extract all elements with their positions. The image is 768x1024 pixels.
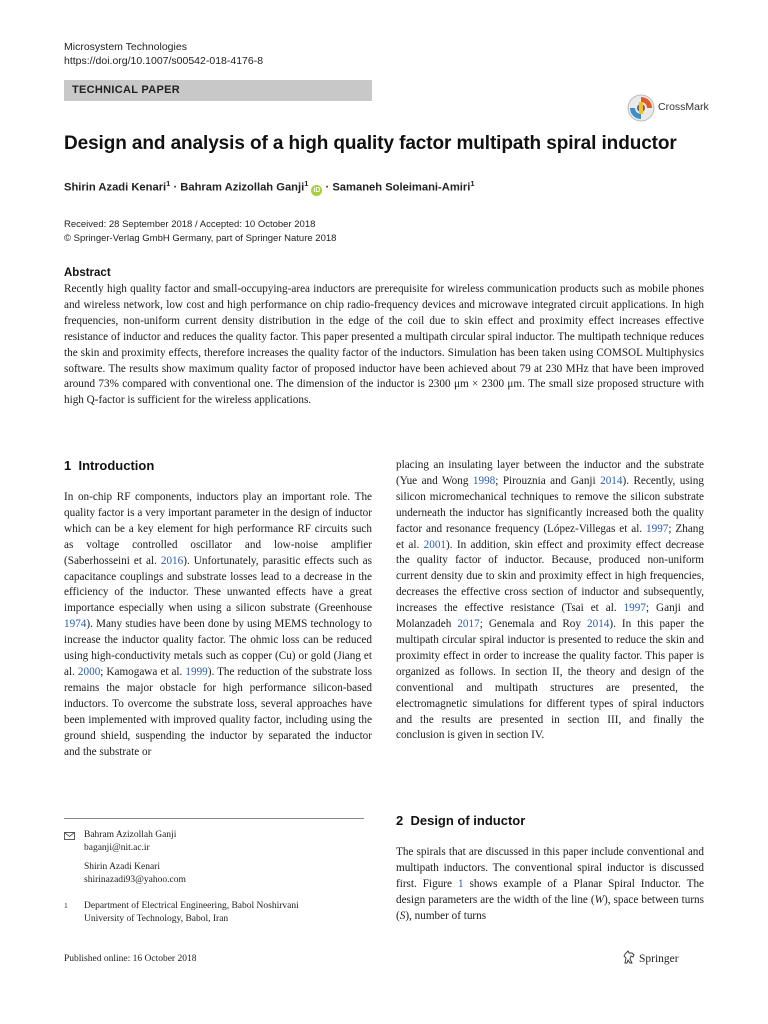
citation-link[interactable]: 2000 [77, 665, 101, 678]
crossmark-badge[interactable] [627, 93, 737, 125]
author-email[interactable]: baganji@nit.ac.ir [84, 843, 150, 853]
abstract-heading: Abstract [64, 267, 111, 279]
abstract-text: Recently high quality factor and small-occupying-area inductors are prerequisite for wireless communication products such as mobile phones and wireless network, low cost and high performance on chip radio-frequency devices and microwave integrated circuit applications. In high frequencies, non-uniform current density distribution in the edge of the coil due to skin effect and proximity effect increases effective resistance of inductor and reduces the quality factor. This paper presented a multipath circular spiral inductor. The multipath technique reduces the skin and proximity effects, therefore increases the quality factor of the inductors. Simulation has been taken using COMSOL Multiphysics software. The results show maximum quality factor of proposed inductor have been achieved about 79 at 230 MHz that have been improved around 73% compared with conventional one. The dimension of the inductor is 2300 μm × 2300 μm. The small size proposed structure with high Q-factor is sufficient for the wireless applications. [64, 283, 704, 407]
copyright: © Springer-Verlag GmbH Germany, part of Springer Nature 2018 [64, 232, 337, 244]
citation-link[interactable]: 1974 [64, 618, 87, 631]
footnote-divider [64, 818, 364, 819]
publisher-logo [622, 950, 679, 965]
citation-link[interactable]: 1999 [185, 665, 208, 678]
author2-email[interactable]: shirinazadi93@yahoo.com [84, 875, 186, 885]
author2-name: Shirin Azadi Kenari [84, 862, 160, 872]
springer-horse-icon [622, 950, 636, 964]
affiliation-line-2: University of Technology, Babol, Iran [84, 914, 229, 924]
design-paragraph-1: The spirals that are discussed in this paper include conventional and multipath inductors. The conventional spiral inductor is discussed first. Figure 1 shows example of a Planar Spiral Inductor. The design parameters are the width of the line (W), space between turns (S), number of turns [396, 846, 705, 922]
envelope-icon [64, 832, 75, 840]
intro-paragraph-2: placing an insulating layer between the inductor and the substrate (Yue and Wong 1998; Pirouznia and Ganji 2014). Recently, using silicon micromechanical techniques to remove the silicon substrate underneath the inductor has significantly increased both the quality factor and resonance frequency (López-Villegas et al. 1997; Zhang et al. 2001). In addition, skin effect and proximity effect decrease the quality factor of inductor. Because, produced non-uniform current density due to skin and proximity effect in high frequencies, decreases the effective cross section of inductor and subsequently, increases the effective resistance (Tsai et al. 1997; Ganji and Molanzadeh 2017; Genemala and Roy 2014). In this paper the multipath circular spiral inductor is presented to reduce the skin and proximity effect in order to increase the quality factor. This paper is organized as follows. In section II, the theory and design of the conventional and multipath structures are presented, the electromagnetic simulations for different types of spiral inductors and the results are presented in section III, and finally the conclusion is given in section IV. [396, 459, 704, 742]
author-1[interactable]: Shirin Azadi Kenari [64, 181, 167, 194]
article-dates [64, 218, 336, 245]
citation-link[interactable]: 1997 [646, 522, 669, 535]
published-online: Published online: 16 October 2018 [64, 954, 197, 964]
affiliation-number: 1 [64, 901, 68, 910]
crossmark-icon [627, 93, 655, 123]
doi-link[interactable]: https://doi.org/10.1007/s00542-018-4176-8 [64, 55, 264, 67]
author-list: Shirin Azadi Kenari$^1$ · Bahram Azizollah Ganji$^1$iD · Samaneh Soleimani-Amiri$^1$ [64, 179, 475, 194]
affiliation-line-1: Department of Electrical Engineering, Babol Noshirvani [84, 901, 299, 911]
figure-link[interactable]: 1 [457, 877, 464, 890]
paper-title: Design and analysis of a high quality factor multipath spiral inductor [64, 133, 677, 154]
intro-paragraph-1: In on-chip RF components, inductors play an important role. The quality factor is a very important parameter in the design of inductor which can be a key element for high performance RF circuits such as voltage controlled oscillator and low-noise amplifier (Saberhosseini et al. 2016). Unfortunately, parasitic effects such as capacitance couplings and substrate losses lead to a decrease in the efficiency of the inductor. These unwanted effects have a great importance especially when using a silicon substrate (Greenhouse 1974). Many studies have been done by using MEMS technology to increase the inductor quality factor. The ohmic loss can be reduced using high-conductivity metals such as copper (Cu) or gold (Jiang et al. 2000; Kamogawa et al. 1999). The reduction of the substrate loss remains the major obstacle for high performance silicon-based inductors. To overcome the substrate loss, several approaches have been implemented with improved quality factor, including using the ground shield, suspending the inductor by separated the inductor and the substrate or [64, 491, 373, 758]
citation-link[interactable]: 2016 [160, 554, 184, 567]
orcid-icon[interactable]: iD [313, 186, 321, 194]
citation-link[interactable]: 1998 [472, 474, 496, 487]
article-type-banner [64, 80, 372, 101]
journal-name: Microsystem Technologies [64, 41, 187, 53]
received-accepted: Received: 28 September 2018 / Accepted: 10 October 2018 [64, 219, 316, 230]
citation-link[interactable]: 2001 [423, 538, 447, 551]
section-1-heading: 1 Introduction [64, 458, 155, 473]
journal-header [64, 40, 263, 68]
author-3[interactable]: Samaneh Soleimani-Amiri [332, 181, 471, 194]
article-type-label: TECHNICAL PAPER [72, 84, 180, 96]
second-author-contact [84, 861, 186, 887]
crossmark-label: CrossMark [658, 101, 709, 113]
citation-link[interactable]: 2014 [600, 474, 623, 487]
author-name: Bahram Azizollah Ganji [84, 830, 177, 840]
publisher-name: Springer [639, 953, 679, 965]
author-2[interactable]: Bahram Azizollah Ganji [180, 181, 305, 194]
citation-link[interactable]: 1997 [623, 602, 646, 615]
citation-link[interactable]: 2017 [457, 618, 480, 631]
citation-link[interactable]: 2014 [587, 618, 610, 631]
section-2-heading: 2 Design of inductor [396, 813, 526, 828]
